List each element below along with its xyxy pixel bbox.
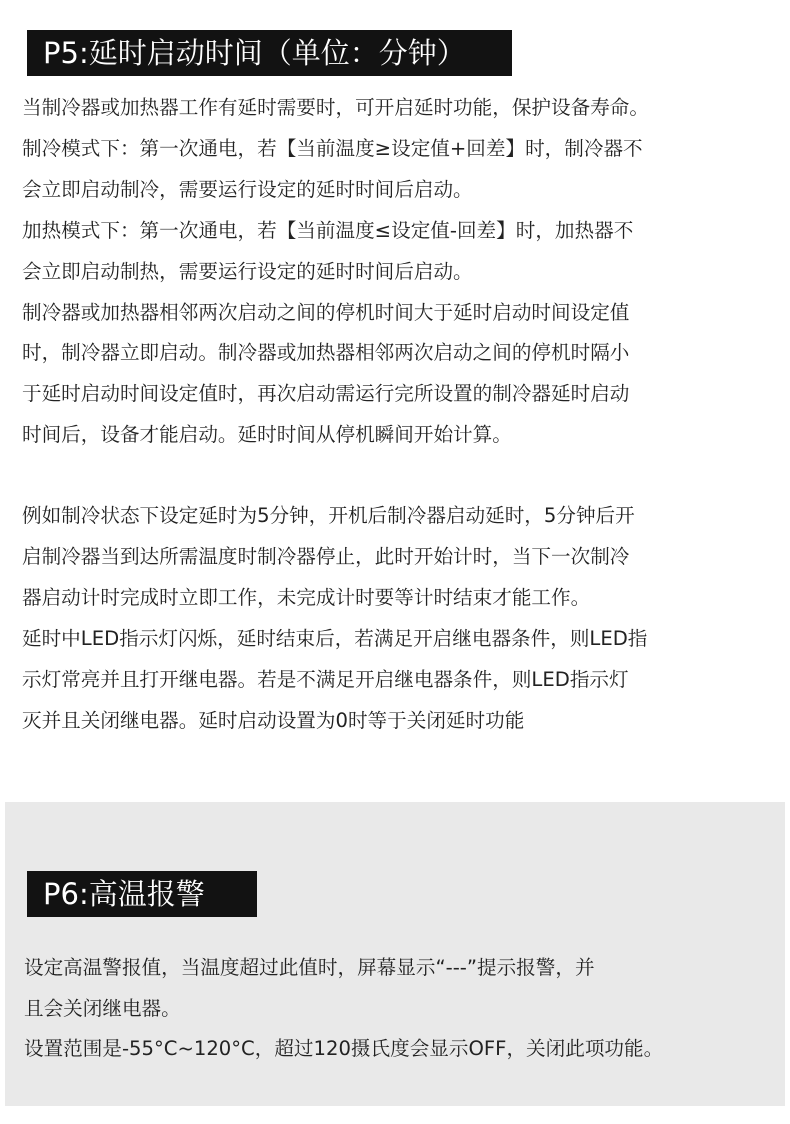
p6-title-bar — [27, 871, 257, 917]
p5-title: P5:延时启动时间（单位：分钟） — [43, 35, 466, 70]
p5-line-7: 时，制冷器立即启动。制冷器或加热器相邻两次启动之间的停机时隔小 — [22, 341, 630, 365]
p5-example-line-3: 器启动计时完成时立即工作，未完成计时要等计时结束才能工作。 — [22, 585, 591, 609]
p5-line-3: 会立即启动制冷，需要运行设定的延时时间后启动。 — [22, 177, 473, 201]
p6-description — [24, 948, 779, 1070]
p5-line-6: 制冷器或加热器相邻两次启动之间的停机时间大于延时启动时间设定值 — [22, 300, 630, 324]
p5-title-bar — [27, 30, 512, 76]
p5-description — [22, 88, 782, 742]
p5-example-line-2: 启制冷器当到达所需温度时制冷器停止，此时开始计时，当下一次制冷 — [22, 545, 630, 569]
p6-line-2: 且会关闭继电器。 — [24, 996, 181, 1020]
p5-line-2: 制冷模式下：第一次通电，若【当前温度≥设定值+回差】时，制冷器不 — [22, 136, 643, 160]
p6-line-3: 设置范围是-55°C~120°C，超过120摄氏度会显示OFF，关闭此项功能。 — [24, 1037, 664, 1060]
p5-line-4: 加热模式下：第一次通电，若【当前温度≤设定值-回差】时，加热器不 — [22, 218, 634, 242]
p5-line-1: 当制冷器或加热器工作有延时需要时，可开启延时功能，保护设备寿命。 — [22, 96, 649, 119]
p5-example-line-1: 例如制冷状态下设定延时为5分钟，开机后制冷器启动延时，5分钟后开 — [22, 504, 635, 528]
p5-led-line-1: 延时中LED指示灯闪烁，延时结束后，若满足开启继电器条件，则LED指 — [22, 626, 648, 650]
section-p6-high-temp-alarm — [5, 802, 785, 1106]
p5-led-line-2: 示灯常亮并且打开继电器。若是不满足开启继电器条件，则LED指示灯 — [22, 667, 629, 691]
p6-title: P6:高温报警 — [43, 876, 205, 911]
p5-line-8: 于延时启动时间设定值时，再次启动需运行完所设置的制冷器延时启动 — [22, 382, 630, 406]
p5-led-line-3: 灭并且关闭继电器。延时启动设置为0时等于关闭延时功能 — [22, 708, 525, 732]
p5-line-9: 时间后，设备才能启动。延时时间从停机瞬间开始计算。 — [22, 423, 512, 447]
p6-line-1: 设定高温警报值，当温度超过此值时，屏幕显示“---”提示报警，并 — [24, 956, 595, 979]
paragraph-gap — [22, 456, 782, 496]
p5-line-5: 会立即启动制热，需要运行设定的延时时间后启动。 — [22, 259, 473, 283]
